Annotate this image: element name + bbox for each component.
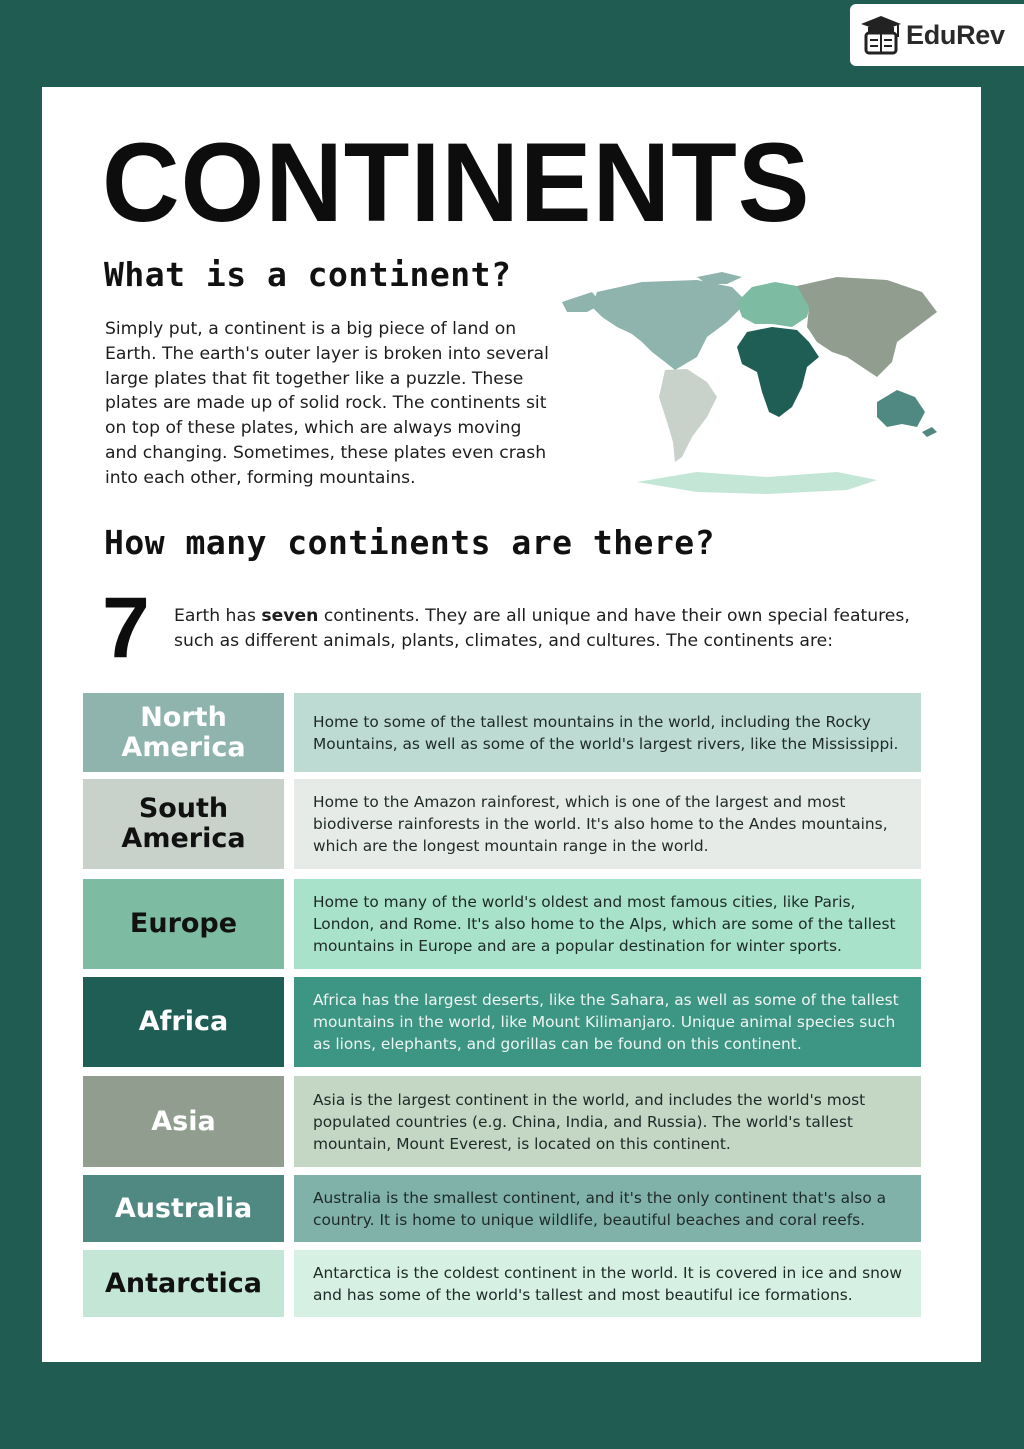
big-number: 7 [102, 580, 150, 676]
map-asia [797, 277, 937, 377]
map-australia [877, 390, 937, 437]
page-title: CONTINENTS [102, 120, 811, 245]
continent-description: Antarctica is the coldest continent in the world. It is covered in ice and snow and has some of the world's tallest and most beautiful ice formations. [294, 1250, 921, 1317]
intro-paragraph: Simply put, a continent is a big piece of land on Earth. The earth's outer layer is broken into several large plates that fit together like a puzzle. These plates are made up of solid rock. The continents sit on top of these plates, which are always moving and changing. Sometimes, these plates even crash into each other, forming mountains. [105, 319, 549, 488]
continent-row-australia [83, 1175, 921, 1242]
edurev-logo[interactable] [850, 4, 1024, 66]
map-africa [737, 327, 819, 417]
map-antarctica [637, 472, 877, 494]
continent-description: Home to many of the world's oldest and most famous cities, like Paris, London, and Rome. It's also home to the Alps, which are some of the tallest mountains in Europe and are a popular destination for winter sports. [294, 879, 921, 969]
continent-name: North America [83, 693, 284, 772]
logo-text: EduRev [906, 19, 1005, 50]
map-north-america [562, 272, 747, 370]
world-map-image [547, 272, 942, 497]
map-south-america [659, 369, 717, 462]
continent-row-antarctica [83, 1250, 921, 1317]
continent-description: Home to some of the tallest mountains in the world, including the Rocky Mountains, as well as some of the world's largest rivers, like the Mississippi. [294, 693, 921, 772]
continent-name: Europe [83, 879, 284, 969]
content-sheet [42, 87, 981, 1362]
continent-name: Australia [83, 1175, 284, 1242]
count-paragraph: Earth has seven continents. They are all unique and have their own special features, such as different animals, plants, climates, and cultures. The continents are: [174, 606, 910, 651]
continent-row-asia [83, 1076, 921, 1167]
section-heading-how-many: How many continents are there? [104, 523, 716, 562]
continent-name: South America [83, 779, 284, 869]
continent-row-south-america [83, 779, 921, 869]
continent-description: Australia is the smallest continent, and it's the only continent that's also a country. It is home to unique wildlife, beautiful beaches and coral reefs. [294, 1175, 921, 1242]
continent-description: Africa has the largest deserts, like the Sahara, as well as some of the tallest mountains in the world, like Mount Kilimanjaro. Unique animal species such as lions, elephants, and gorillas can be found on this continent. [294, 977, 921, 1067]
continent-description: Home to the Amazon rainforest, which is one of the largest and most biodiverse rainforests in the world. It's also home to the Andes mountains, which are the longest mountain range in the world. [294, 779, 921, 869]
continent-row-europe [83, 879, 921, 969]
continent-row-north-america [83, 693, 921, 772]
continent-name: Africa [83, 977, 284, 1067]
graduation-cap-book-icon [858, 13, 904, 57]
continent-row-africa [83, 977, 921, 1067]
continent-name: Asia [83, 1076, 284, 1167]
section-heading-what: What is a continent? [104, 255, 512, 294]
bold-count: seven [261, 606, 319, 626]
continent-name: Antarctica [83, 1250, 284, 1317]
continent-description: Asia is the largest continent in the world, and includes the world's most populated countries (e.g. China, India, and Russia). The world's tallest mountain, Mount Everest, is located on this continent. [294, 1076, 921, 1167]
